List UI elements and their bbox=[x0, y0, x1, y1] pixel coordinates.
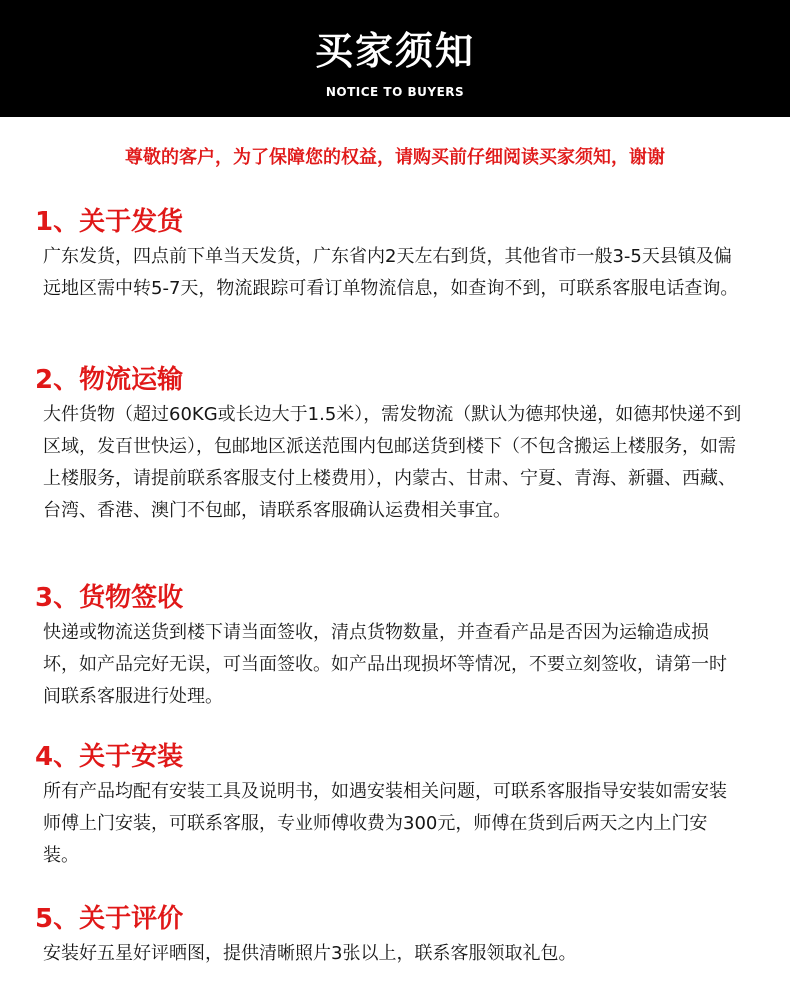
section-logistics bbox=[35, 363, 755, 527]
section-body: 广东发货，四点前下单当天发货，广东省内2天左右到货，其他省市一般3-5天县镇及偏远地区需中转5-7天，物流跟踪可看订单物流信息，如查询不到，可联系客服电话查询。 bbox=[43, 246, 739, 299]
section-title: 4、关于安装 bbox=[35, 742, 184, 772]
section-review bbox=[35, 902, 755, 970]
intro-notice: 尊敬的客户，为了保障您的权益，请购买前仔细阅读买家须知，谢谢 bbox=[125, 147, 665, 168]
page-title: 买家须知 bbox=[314, 29, 475, 73]
section-body: 安装好五星好评晒图，提供清晰照片3张以上，联系客服领取礼包。 bbox=[43, 943, 577, 964]
section-installation bbox=[35, 740, 755, 872]
section-body: 所有产品均配有安装工具及说明书，如遇安装相关问题，可联系客服指导安装如需安装师傅上门安装，可联系客服，专业师傅收费为300元，师傅在货到后两天之内上门安装。 bbox=[43, 781, 727, 866]
section-body: 大件货物（超过60KG或长边大于1.5米），需发物流（默认为德邦快递，如德邦快递不到区域，发百世快运），包邮地区派送范围内包邮送货到楼下（不包含搬运上楼服务，如需上楼服务，请提前联系客服支付上楼费用），内蒙古、甘肃、宁夏、青海、新疆、西藏、台湾、香港、澳门不包邮，请联系客服确认运费相关事宜。 bbox=[43, 404, 742, 521]
section-receipt bbox=[35, 581, 755, 713]
section-title: 1、关于发货 bbox=[35, 207, 184, 237]
section-shipping bbox=[35, 205, 755, 305]
section-title: 2、物流运输 bbox=[35, 365, 184, 395]
section-title: 5、关于评价 bbox=[35, 904, 184, 934]
section-title: 3、货物签收 bbox=[35, 583, 184, 613]
notice-header bbox=[0, 0, 790, 117]
section-body: 快递或物流送货到楼下请当面签收，清点货物数量，并查看产品是否因为运输造成损坏，如产品完好无误，可当面签收。如产品出现损坏等情况，不要立刻签收，请第一时间联系客服进行处理。 bbox=[43, 622, 727, 707]
page-subtitle: NOTICE TO BUYERS bbox=[325, 85, 465, 99]
